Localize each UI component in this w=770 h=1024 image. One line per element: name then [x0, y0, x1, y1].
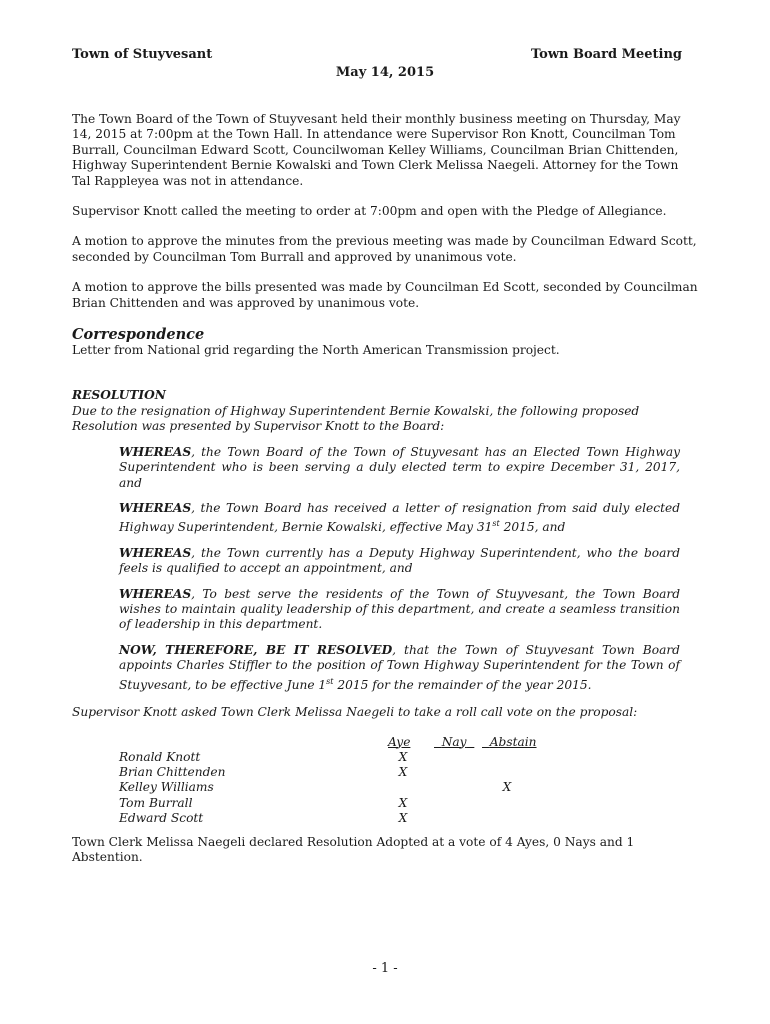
header-meeting-type: Town Board Meeting: [531, 47, 682, 62]
resolution-intro: Due to the resignation of Highway Superintendent Bernie Kowalski, the following proposed Resolution was presented by Supervisor Knott to the Board:: [72, 403, 640, 434]
vote-mark-aye: X: [398, 764, 408, 779]
clause-lead: WHEREAS: [119, 500, 192, 515]
vote-member-name: Kelley Williams: [119, 780, 214, 795]
vote-header-aye: Aye: [388, 734, 411, 749]
vote-mark-aye: X: [398, 795, 408, 810]
roll-call-intro: Supervisor Knott asked Town Clerk Melissa Naegeli to take a roll call vote on the proposal:: [72, 705, 638, 720]
call-to-order-paragraph: Supervisor Knott called the meeting to order at 7:00pm and open with the Pledge of Allegiance.: [72, 204, 667, 219]
clause-text: , the Town Board has received a letter of resignation from said duly elected Highway Superintendent, Bernie Kowalski, effective May 31: [119, 500, 680, 535]
correspondence-heading: Correspondence: [72, 326, 205, 344]
clause-lead: WHEREAS: [119, 586, 192, 601]
resolution-heading: RESOLUTION: [72, 388, 166, 403]
clause-text-after: 2015 for the remainder of the year 2015.: [333, 677, 592, 692]
clause-lead: WHEREAS: [119, 444, 192, 459]
vote-mark-aye: X: [398, 811, 408, 826]
page-number: - 1 -: [372, 961, 398, 976]
correspondence-text: Letter from National grid regarding the North American Transmission project.: [72, 343, 560, 358]
vote-header-nay: [434, 735, 474, 750]
resolution-clause: [119, 445, 680, 491]
bills-motion-paragraph: A motion to approve the bills presented was made by Councilman Ed Scott, seconded by Councilman Brian Chittenden and was approved by unanimous vote.: [72, 280, 698, 310]
clause-lead: NOW, THEREFORE, BE IT RESOLVED: [119, 642, 393, 657]
resolution-clause: [119, 587, 680, 633]
vote-mark-aye: X: [398, 749, 408, 764]
document-body: [72, 112, 698, 880]
resolution-clause: [119, 501, 680, 536]
vote-member-name: Brian Chittenden: [119, 764, 226, 779]
clause-text: , the Town currently has a Deputy Highway Superintendent, who the board feels is qualified to accept an appointment, and: [119, 545, 680, 576]
vote-mark-abstain: X: [502, 780, 512, 795]
vote-header-nay-label: Nay: [441, 734, 467, 749]
vote-result: Town Clerk Melissa Naegeli declared Resolution Adopted at a vote of 4 Ayes, 0 Nays and 1 Abstention.: [72, 834, 635, 864]
resolution-clause: [119, 643, 680, 693]
clause-superscript: st: [326, 676, 334, 686]
resolution-clause: [119, 546, 680, 577]
vote-member-name: Ronald Knott: [119, 749, 201, 764]
clause-text-after: 2015, and: [499, 520, 566, 535]
minutes-motion-paragraph: A motion to approve the minutes from the previous meeting was made by Councilman Edward Scott, seconded by Councilman Tom Burrall and approved by unanimous vote.: [72, 234, 697, 264]
clause-text: , To best serve the residents of the Town of Stuyvesant, the Town Board wishes to maintain quality leadership of this department, and create a seamless transition of leadership in this department.: [119, 586, 680, 632]
clause-lead: WHEREAS: [119, 545, 192, 560]
clause-text: , that the Town of Stuyvesant Town Board appoints Charles Stiffler to the position of Town Highway Superintendent for the Town of Stuyvesant, to be effective June 1: [119, 642, 680, 692]
clause-superscript: st: [492, 519, 500, 529]
resolution-clauses: [72, 445, 698, 693]
header-date: May 14, 2015: [335, 65, 435, 80]
vote-table: [72, 735, 698, 827]
header-town-name: Town of Stuyvesant: [72, 47, 213, 62]
vote-member-name: Tom Burrall: [119, 795, 193, 810]
vote-member-name: Edward Scott: [119, 811, 204, 826]
vote-header-abstain-label: Abstain: [489, 734, 537, 749]
vote-header-abstain: [482, 735, 537, 750]
clause-text: , the Town Board of the Town of Stuyvesant has an Elected Town Highway Superintendent who is been serving a duly elected term to expire December 31, 2017, and: [119, 444, 680, 490]
attendance-paragraph: The Town Board of the Town of Stuyvesant held their monthly business meeting on Thursday, May 14, 2015 at 7:00pm at the Town Hall. In attendance were Supervisor Ron Knott, Councilman Tom Burrall, Councilman Edward Scott, Councilwoman Kelley Williams, Councilman Brian Chittenden, Highway Superintendent Bernie Kowalski and Town Clerk Melissa Naegeli. Attorney for the Town Tal Rappleyea was not in attendance.: [72, 112, 681, 188]
